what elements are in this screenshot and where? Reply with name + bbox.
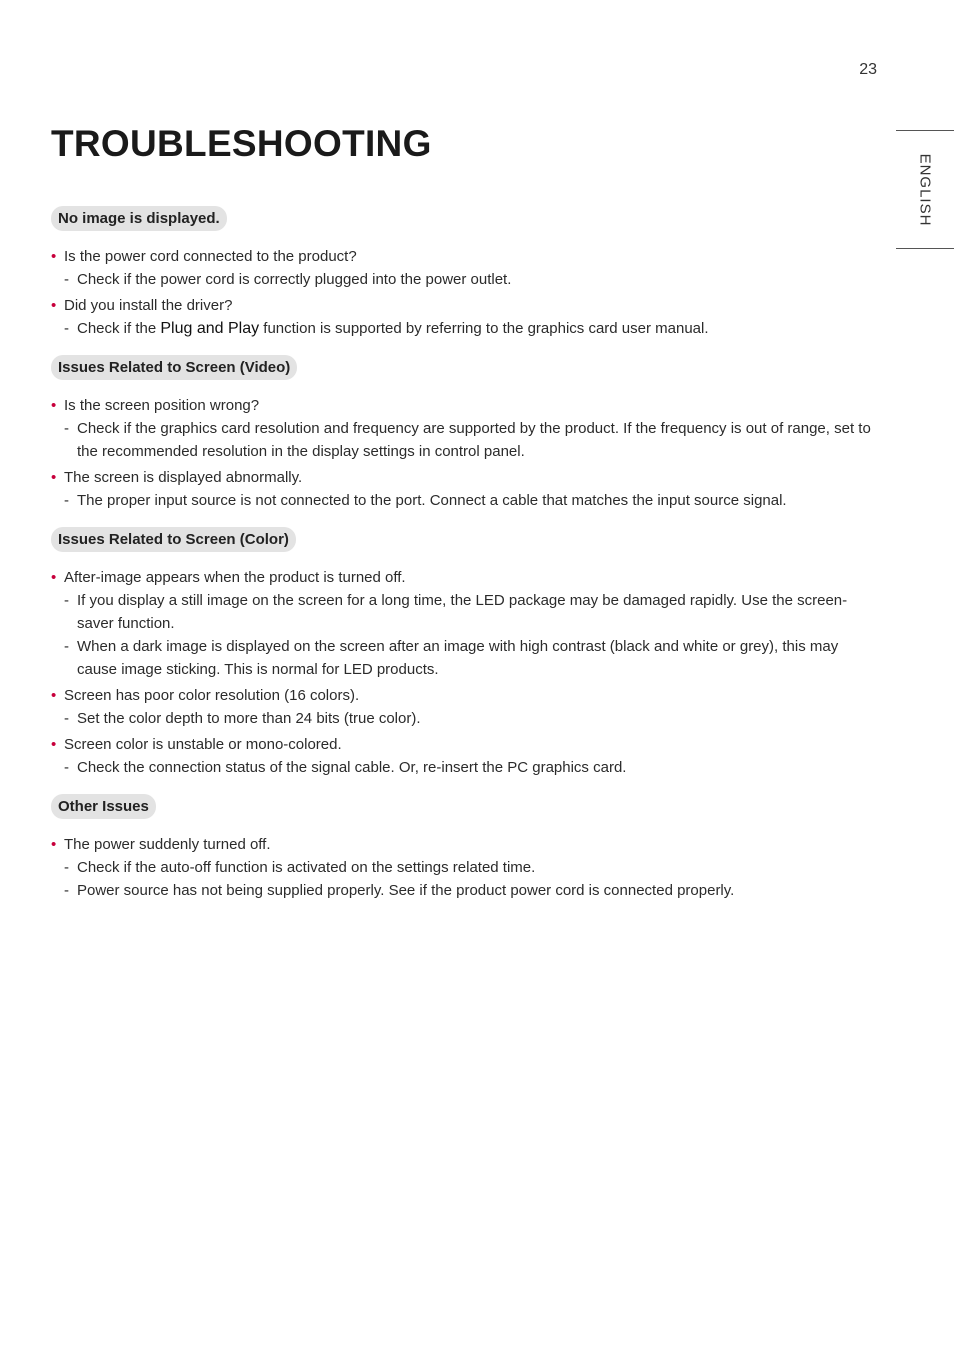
sub-item: - Check if the power cord is correctly plugged into the power outlet.: [64, 268, 881, 291]
sub-item: - Check if the graphics card resolution and frequency are supported by the product. If the frequency is out of range, set to the recommended resolution in the display settings in control panel.: [64, 417, 881, 463]
section-heading: Other Issues: [51, 794, 156, 819]
list-item: • The power suddenly turned off. - Check if the auto-off function is activated on the settings related time. - Power source has not being supplied properly. See if the product power cord is connected properly.: [51, 833, 881, 902]
list-item: • After-image appears when the product is turned off. - If you display a still image on the screen for a long time, the LED package may be damaged rapidly. Use the screen-saver function. - When a dark image is displayed on the screen after an image with high contrast (black and white or grey), this may cause image sticking. This is normal for LED products.: [51, 566, 881, 681]
sub-item: - The proper input source is not connected to the port. Connect a cable that matches the input source signal.: [64, 489, 881, 512]
section-heading: Issues Related to Screen (Color): [51, 527, 296, 552]
section-screen-video: [51, 355, 881, 512]
list-item: • Did you install the driver? - Check if the Plug and Play function is supported by referring to the graphics card user manual.: [51, 294, 881, 340]
sub-item: - Power source has not being supplied properly. See if the product power cord is connected properly.: [64, 879, 881, 902]
list-item: • Is the screen position wrong? - Check if the graphics card resolution and frequency are supported by the product. If the frequency is out of range, set to the recommended resolution in the display settings in control panel.: [51, 394, 881, 463]
language-label: ENGLISH: [916, 153, 934, 226]
page-title: TROUBLESHOOTING: [51, 123, 432, 164]
list-item: • Screen color is unstable or mono-colored. - Check the connection status of the signal cable. Or, re-insert the PC graphics card.: [51, 733, 881, 779]
page-number: 23: [859, 61, 877, 78]
section-no-image: [51, 206, 881, 340]
sub-item: - Check if the auto-off function is activated on the settings related time.: [64, 856, 881, 879]
troubleshooting-content: [51, 206, 881, 917]
section-other-issues: [51, 794, 881, 902]
section-heading: Issues Related to Screen (Video): [51, 355, 297, 380]
sub-item: - Check the connection status of the signal cable. Or, re-insert the PC graphics card.: [64, 756, 881, 779]
section-screen-color: [51, 527, 881, 779]
list-item: • The screen is displayed abnormally. - The proper input source is not connected to the port. Connect a cable that matches the input source signal.: [51, 466, 881, 512]
plug-and-play-term: Plug and Play: [160, 320, 260, 337]
list-item: • Is the power cord connected to the product? - Check if the power cord is correctly plugged into the power outlet.: [51, 245, 881, 291]
list-item: • Screen has poor color resolution (16 colors). - Set the color depth to more than 24 bits (true color).: [51, 684, 881, 730]
language-side-tab: [896, 130, 954, 249]
sub-item: - Check if the Plug and Play function is supported by referring to the graphics card user manual.: [64, 317, 881, 340]
sub-item: - If you display a still image on the screen for a long time, the LED package may be damaged rapidly. Use the screen-saver function.: [64, 589, 881, 635]
sub-item: - When a dark image is displayed on the screen after an image with high contrast (black and white or grey), this may cause image sticking. This is normal for LED products.: [64, 635, 881, 681]
section-heading: No image is displayed.: [51, 206, 227, 231]
sub-item: - Set the color depth to more than 24 bits (true color).: [64, 707, 881, 730]
